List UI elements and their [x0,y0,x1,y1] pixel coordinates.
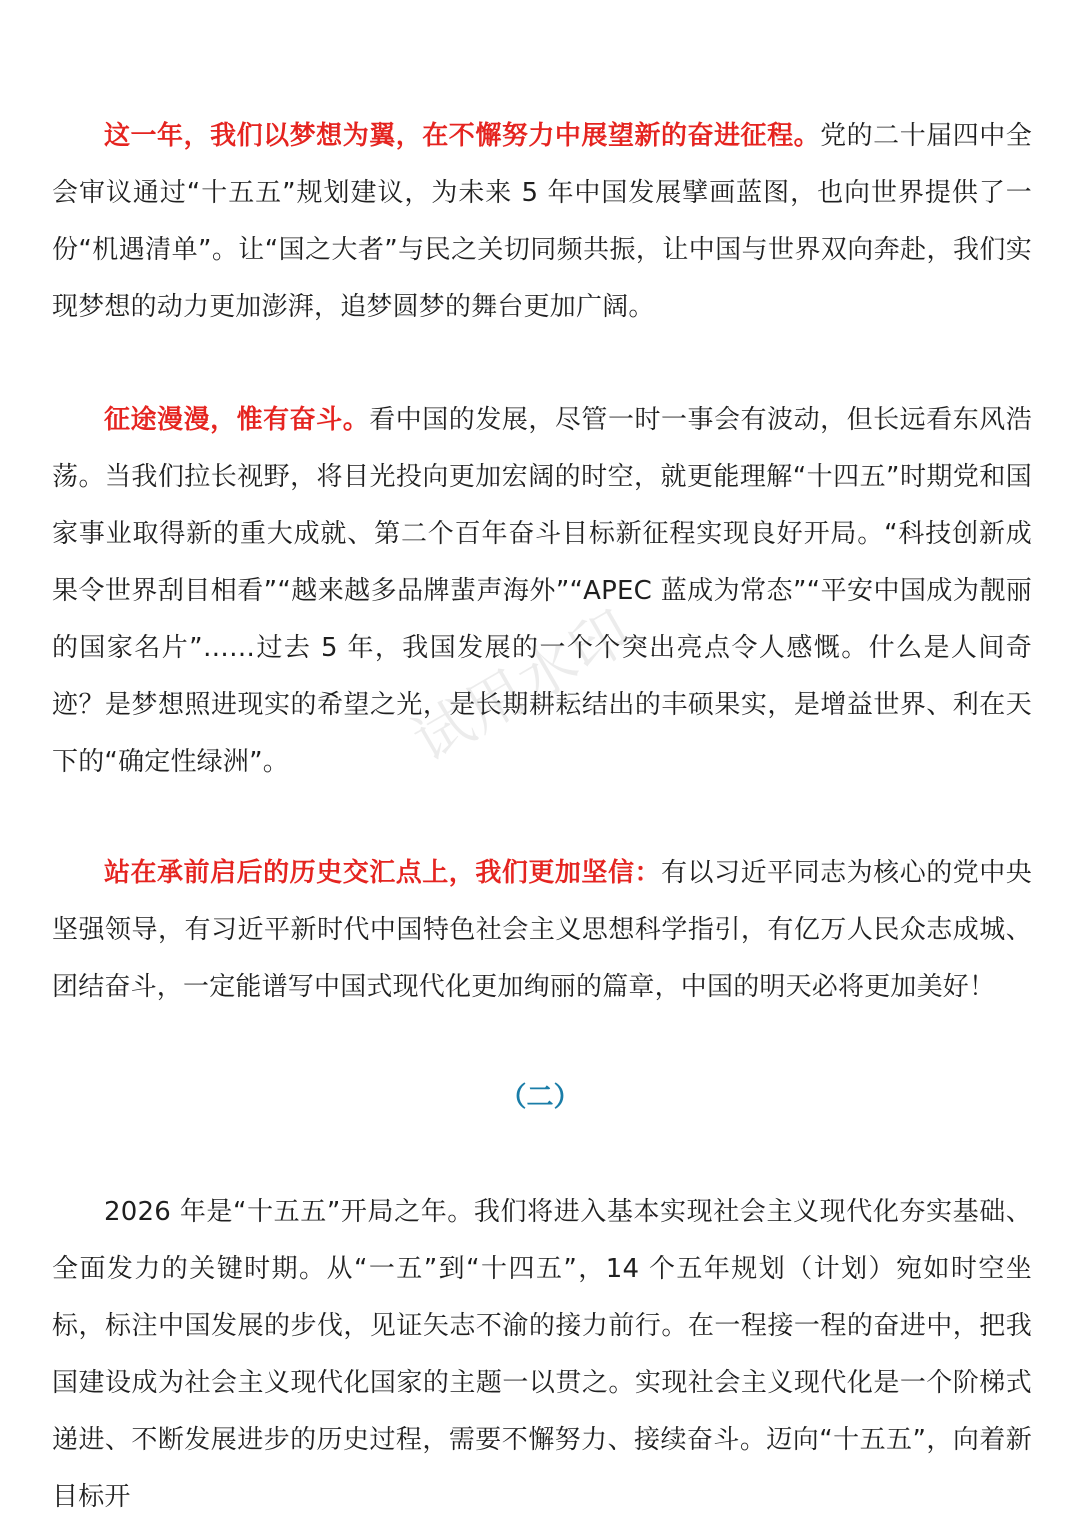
paragraph-1-lead: 这一年，我们以梦想为翼，在不懈努力中展望新的奋进征程。 [104,121,821,151]
paragraph-3-body: 有以习近平同志为核心的党中央坚强领导，有习近平新时代中国特色社会主义思想科学指引，有亿万人民众志成城、团结奋斗，一定能谱写中国式现代化更加绚丽的篇章，中国的明天必将更加美好！ [52,858,1033,1002]
paragraph-1-body: 党的二十届四中全会审议通过“十五五”规划建议，为未来 5 年中国发展擘画蓝图，也向世界提供了一份“机遇清单”。让“国之大者”与民之关切同频共振，让中国与世界双向奔赴，我们实现梦想的动力更加澎湃，追梦圆梦的舞台更加广阔。 [52,121,1032,322]
section-heading: （二） [499,1082,581,1113]
paragraph-3-lead: 站在承前启后的历史交汇点上，我们更加坚信： [104,858,661,888]
paragraph-3 [52,845,1032,1016]
paragraph-1 [52,108,1032,336]
paragraph-2-lead: 征途漫漫，惟有奋斗。 [104,405,370,435]
paragraph-4-body: 2026 年是“十五五”开局之年。我们将进入基本实现社会主义现代化夯实基础、全面发力的关键时期。从“一五”到“十四五”，14 个五年规划（计划）宛如时空坐标，标注中国发展的步伐，见证矢志不渝的接力前行。在一程接一程的奋进中，把我国建设成为社会主义现代化国家的主题一以贯之。实现社会主义现代化是一个阶梯式递进、不断发展进步的历史过程，需要不懈努力、接续奋斗。迈向“十五五”，向着新目标开 [52,1197,1032,1512]
trial-watermark: 试用水印 [401,596,644,776]
paragraph-2-body: 看中国的发展，尽管一时一事会有波动，但长远看东风浩荡。当我们拉长视野，将目光投向更加宏阔的时空，就更能理解“十四五”时期党和国家事业取得新的重大成就、第二个百年奋斗目标新征程实现良好开局。“科技创新成果令世界刮目相看”“越来越多品牌蜚声海外”“APEC 蓝成为常态”“平安中国成为靓丽的国家名片”……过去 5 年，我国发展的一个个突出亮点令人感慨。什么是人间奇迹？是梦想照进现实的希望之光，是长期耕耘结出的丰硕果实，是增益世界、利在天下的“确定性绿洲”。 [52,405,1032,777]
paragraph-4 [52,1184,1032,1526]
paragraph-2 [52,392,1032,791]
